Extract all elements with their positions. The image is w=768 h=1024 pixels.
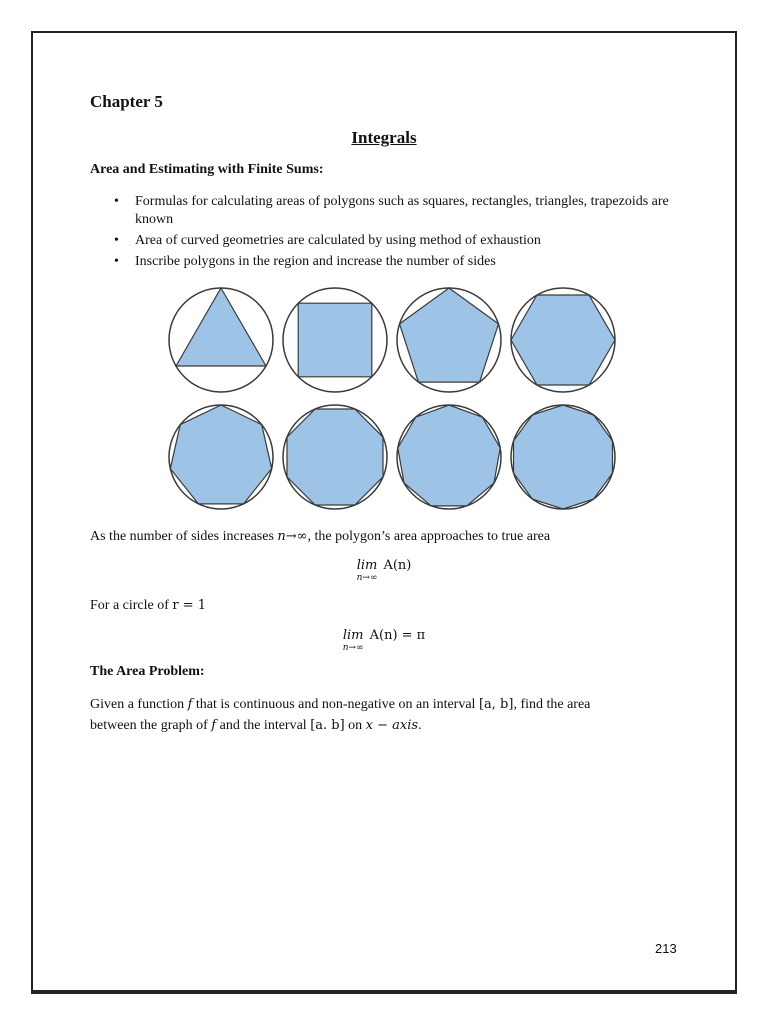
paragraph-sides-increase: As the number of sides increases n→∞, the polygon’s area approaches to true area xyxy=(90,529,551,544)
polygon-3-sides xyxy=(169,288,273,392)
list-item: • Inscribe polygons in the region and increase the number of sides xyxy=(114,254,496,269)
section-heading-area-problem: The Area Problem: xyxy=(90,664,205,679)
section-heading-area-estimating: Area and Estimating with Finite Sums: xyxy=(90,162,324,177)
bullet-icon: • xyxy=(114,233,119,248)
page-title: Integrals xyxy=(351,128,417,147)
bullet-list xyxy=(90,193,695,274)
paragraph-area-problem: Given a function f that is continuous and non-negative on an interval [a, b], find the area between the graph of f and the interval [a. b] on x − axis. xyxy=(90,697,591,733)
limit-equation-1: lim n→∞ A(n) xyxy=(356,558,412,583)
inscribed-polygon xyxy=(287,409,383,505)
polygon-5-sides xyxy=(397,288,501,392)
list-item: • Area of curved geometries are calculated by using method of exhaustion xyxy=(114,233,541,248)
polygon-9-sides xyxy=(397,405,501,509)
bullet-icon: • xyxy=(114,254,119,269)
chapter-heading: Chapter 5 xyxy=(90,92,163,111)
inscribed-polygons-figure xyxy=(164,282,636,512)
bullet-icon: • xyxy=(114,194,119,209)
polygon-6-sides xyxy=(511,288,615,392)
polygon-10-sides xyxy=(511,405,615,509)
polygon-4-sides xyxy=(283,288,387,392)
paragraph-circle: For a circle of r = 1 xyxy=(90,598,207,613)
polygon-8-sides xyxy=(283,405,387,509)
inscribed-polygon xyxy=(176,288,266,366)
list-item: • Formulas for calculating areas of polygons such as squares, rectangles, triangles, trapezoids are known xyxy=(114,194,669,227)
inscribed-polygon xyxy=(514,405,613,509)
inscribed-polygon xyxy=(511,295,615,385)
inscribed-polygon xyxy=(298,303,372,377)
polygon-7-sides xyxy=(169,405,273,509)
limit-equation-2: lim n→∞ A(n) = π xyxy=(342,628,426,653)
page-number: 213 xyxy=(655,941,677,956)
